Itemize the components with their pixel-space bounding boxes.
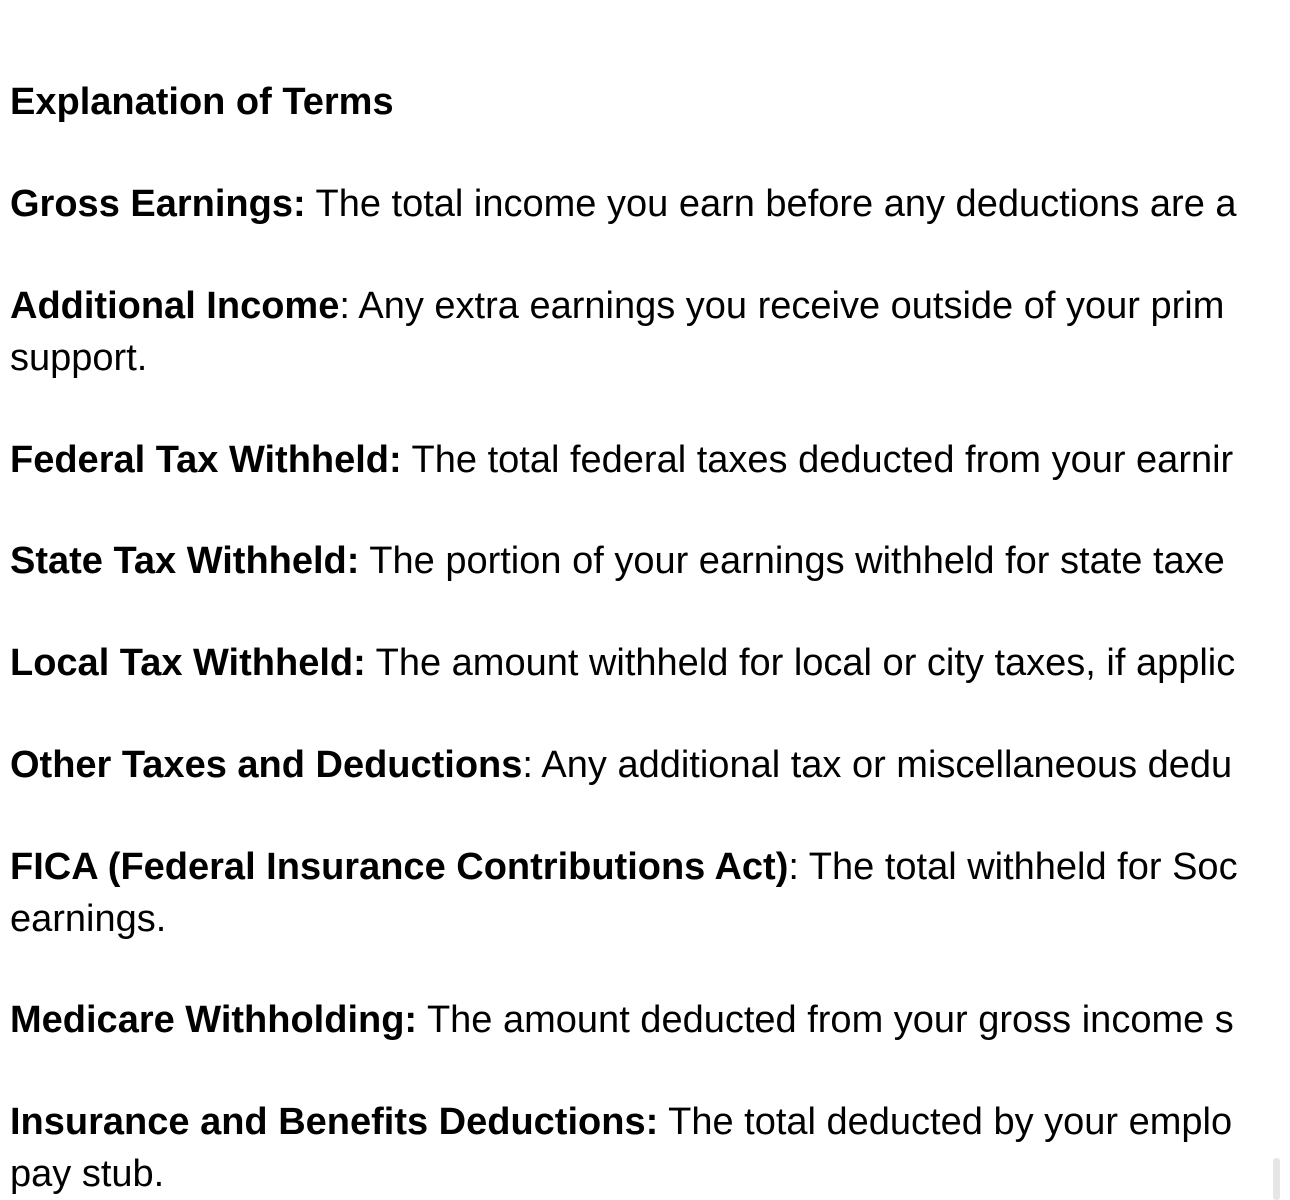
term-definition: : Any additional tax or miscellaneous dedu — [522, 744, 1233, 786]
term-label: Medicare Withholding: — [10, 999, 418, 1041]
term-additional-income — [10, 280, 1290, 384]
term-label: Local Tax Withheld: — [10, 642, 366, 684]
term-label: FICA (Federal Insurance Contributions Act) — [10, 846, 789, 888]
term-definition-continuation: earnings. — [10, 898, 167, 940]
term-medicare-withholding — [10, 994, 1290, 1046]
term-label: State Tax Withheld: — [10, 540, 360, 582]
term-fica — [10, 841, 1290, 945]
term-definition: The total federal taxes deducted from your earnir — [401, 439, 1234, 481]
term-label: Federal Tax Withheld: — [10, 439, 402, 481]
term-federal-tax-withheld — [10, 434, 1290, 486]
term-definition: The total deducted by your emplo — [658, 1101, 1233, 1143]
term-definition: The amount deducted from your gross income s — [417, 999, 1234, 1041]
document-title: Explanation of Terms — [10, 81, 394, 123]
term-label: Other Taxes and Deductions — [10, 744, 523, 786]
term-label: Insurance and Benefits Deductions: — [10, 1101, 659, 1143]
term-insurance-and-benefits-deductions — [10, 1096, 1290, 1200]
term-other-taxes-and-deductions — [10, 739, 1290, 791]
vertical-scrollbar-thumb[interactable] — [1273, 1158, 1280, 1200]
term-definition: The portion of your earnings withheld for state taxe — [359, 540, 1225, 582]
term-definition: The amount withheld for local or city taxes, if applic — [365, 642, 1236, 684]
term-definition-continuation: pay stub. — [10, 1153, 165, 1195]
term-label: Gross Earnings: — [10, 183, 306, 225]
term-gross-earnings — [10, 178, 1290, 230]
term-definition: The total income you earn before any deductions are a — [305, 183, 1237, 225]
term-definition: : Any extra earnings you receive outside of your prim — [339, 285, 1225, 327]
term-state-tax-withheld — [10, 535, 1290, 587]
term-label: Additional Income — [10, 285, 340, 327]
term-local-tax-withheld — [10, 637, 1290, 689]
term-definition-continuation: support. — [10, 337, 148, 379]
term-definition: : The total withheld for Soc — [788, 846, 1238, 888]
